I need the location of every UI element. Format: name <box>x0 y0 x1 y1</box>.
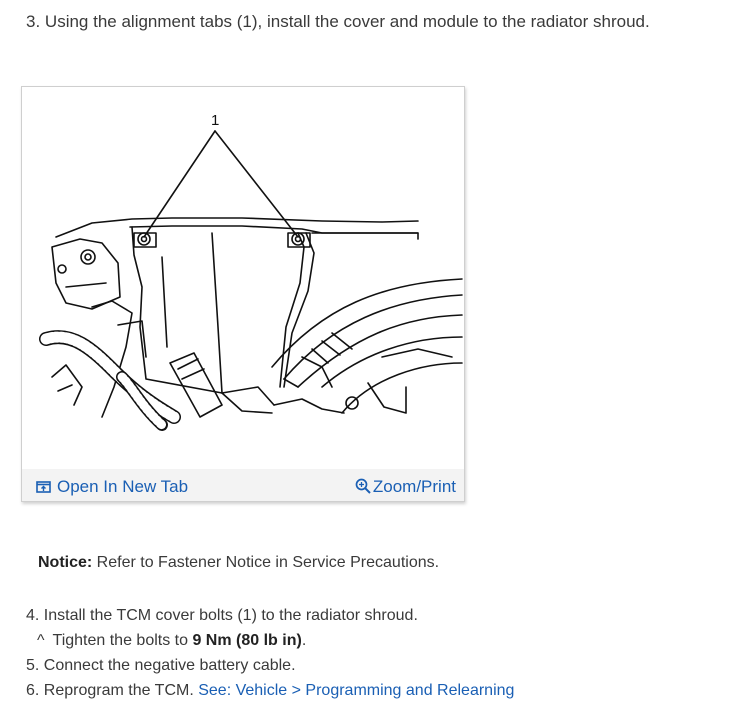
notice-text: Refer to Fastener Notice in Service Precautions. <box>92 554 440 571</box>
step-number: 3. <box>26 12 41 31</box>
step-text: Install the TCM cover bolts (1) to the radiator shroud. <box>43 607 418 624</box>
step-6 <box>26 678 514 703</box>
figure-toolbar <box>22 469 464 501</box>
tcm-cover-illustration <box>22 87 464 469</box>
step-number: 4. <box>26 607 40 624</box>
notice <box>38 554 439 572</box>
open-in-new-tab-link[interactable] <box>36 477 188 499</box>
open-new-tab-icon <box>36 479 52 499</box>
step-5 <box>26 653 514 678</box>
step-4-substep <box>26 628 514 653</box>
notice-label: Notice: <box>38 554 93 571</box>
programming-relearning-link[interactable]: See: Vehicle > Programming and Relearning <box>198 682 515 699</box>
step-number: 5. <box>26 657 40 674</box>
open-in-new-tab-label: Open In New Tab <box>57 477 189 496</box>
step-text: Connect the negative battery cable. <box>43 657 296 674</box>
step-3 <box>26 12 650 32</box>
step-4 <box>26 603 514 628</box>
substep-end: . <box>301 632 307 649</box>
step-number: 6. <box>26 682 40 699</box>
zoom-print-label: Zoom/Print <box>372 477 456 496</box>
caret-bullet: ^ <box>37 632 45 649</box>
callout-number: 1 <box>211 112 220 129</box>
substep-text: Tighten the bolts to <box>52 632 193 649</box>
step-text: Reprogram the TCM. <box>43 682 194 699</box>
zoom-print-link[interactable] <box>355 477 456 499</box>
torque-value: 9 Nm (80 lb in) <box>192 632 302 649</box>
illustration-figure <box>21 86 465 502</box>
magnifier-icon <box>355 478 371 499</box>
step-text: Using the alignment tabs (1), install the cover and module to the radiator shroud. <box>44 12 650 31</box>
steps-list <box>26 603 514 703</box>
